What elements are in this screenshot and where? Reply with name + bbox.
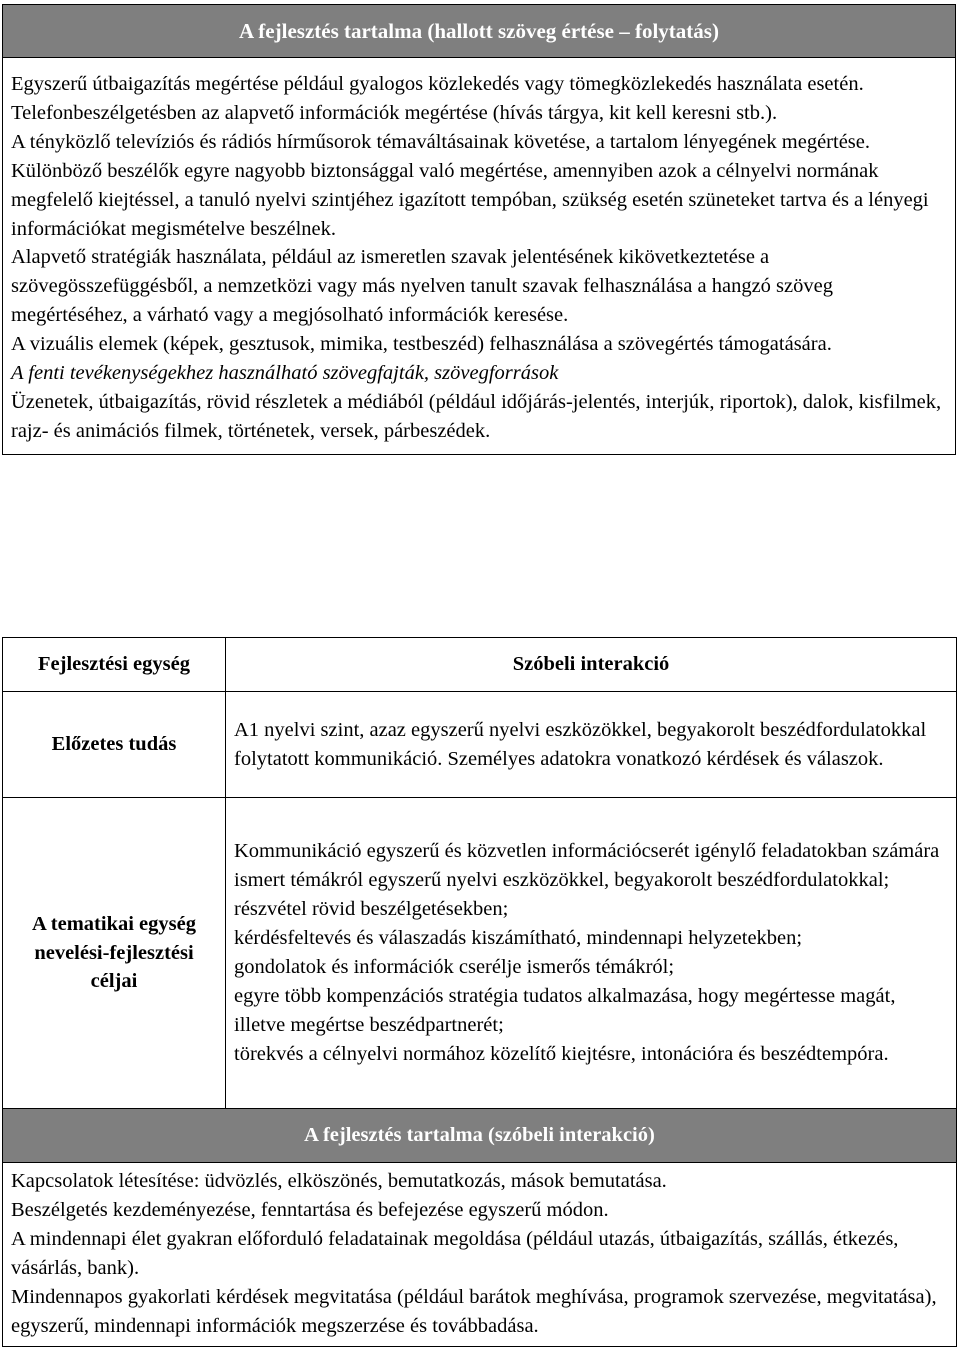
goal-item: gondolatok és információk cserélje ismerős témákról; (234, 956, 675, 978)
content-paragraph: A tényközlő televíziós és rádiós hírműsorok témaváltásainak követése, a tartalom lényegének megértése. (11, 130, 870, 153)
section-header: A fejlesztés tartalma (hallott szöveg értése – folytatás) (3, 5, 956, 58)
goal-item: egyre több kompenzációs stratégia tudatos alkalmazása, hogy megértesse magát, illetve megértse beszédpartnerét; (234, 984, 896, 1036)
continued-content-table (2, 4, 956, 455)
unit-label: Fejlesztési egység (3, 638, 226, 692)
content-item: A mindennapi élet gyakran előforduló feladatainak megoldása (például utazás, útbaigazítás, szállás, étkezés, vásárlás, bank). (11, 1227, 899, 1279)
content-cell (3, 1163, 957, 1347)
text-sources: Üzenetek, útbaigazítás, rövid részletek a médiából (például időjárás-jelentés, interjúk, riportok), dalok, kisfilmek, rajz- és animációs filmek, történetek, versek, párbeszédek. (11, 390, 942, 442)
content-paragraph: Különböző beszélők egyre nagyobb biztonsággal való megértése, amennyiben azok a célnyelvi normának megfelelő kiejtéssel, a tanuló nyelvi szintjéhez igazított tempóban, szükség esetén szüneteket tartva és a lényegi információkat megismételve beszélnek. (11, 159, 929, 240)
content-paragraph: A vizuális elemek (képek, gesztusok, mimika, testbeszéd) felhasználása a szövegértés támogatására. (11, 333, 832, 356)
goals-label: A tematikai egység nevelési-fejlesztési céljai (3, 798, 226, 1109)
content-item: Beszélgetés kezdeményezése, fenntartása és befejezése egyszerű módon. (11, 1198, 609, 1221)
content-paragraph: Telefonbeszélgetésben az alapvető információk megértése (hívás tárgya, kit kell keresni stb.). (11, 101, 778, 124)
goal-item: Kommunikáció egyszerű és közvetlen információcserét igénylő feladatokban számára ismert témákról egyszerű nyelvi eszközökkel, begyakorolt beszédfordulatokkal; (234, 840, 940, 892)
goal-item: kérdésfeltevés és válaszadás kiszámítható, mindennapi helyzetekben; (234, 927, 803, 950)
content-paragraph: Alapvető stratégiák használata, például az ismeretlen szavak jelentésének kikövetkeztetése a szövegösszefüggésből, a nemzetközi vagy más nyelven tanult szavak felhasználása a hangzó szöveg megértéséhez, a várható vagy a megjósolható információk keresése. (11, 246, 833, 327)
content-cell (3, 58, 956, 455)
goals-value (226, 798, 957, 1109)
content-paragraph: Egyszerű útbaigazítás megértése például gyalogos közlekedés vagy tömegközlekedés használata esetén. (11, 73, 864, 95)
content-header: A fejlesztés tartalma (szóbeli interakció) (3, 1109, 957, 1163)
prior-knowledge-value (226, 692, 957, 798)
content-item: Kapcsolatok létesítése: üdvözlés, elköszönés, bemutatkozás, mások bemutatása. (11, 1170, 667, 1192)
goal-item: részvétel rövid beszélgetésekben; (234, 898, 509, 921)
unit-value: Szóbeli interakció (226, 638, 957, 692)
text-types-heading: A fenti tevékenységekhez használható szövegfajták, szövegforrások (11, 362, 559, 385)
prior-knowledge-text: A1 nyelvi szint, azaz egyszerű nyelvi eszközökkel, begyakorolt beszédfordulatokkal folytatott kommunikáció. Személyes adatokra vonatkozó kérdések és válaszok. (234, 718, 927, 770)
prior-knowledge-label: Előzetes tudás (3, 692, 226, 798)
content-item: Mindennapos gyakorlati kérdések megvitatása (például barátok meghívása, programok szervezése, megvitatása), egyszerű, mindennapi információk megszerzése és továbbadása. (11, 1285, 937, 1337)
oral-interaction-table (2, 637, 957, 1347)
goal-item: törekvés a célnyelvi normához közelítő kiejtésre, intonációra és beszédtempóra. (234, 1042, 889, 1065)
